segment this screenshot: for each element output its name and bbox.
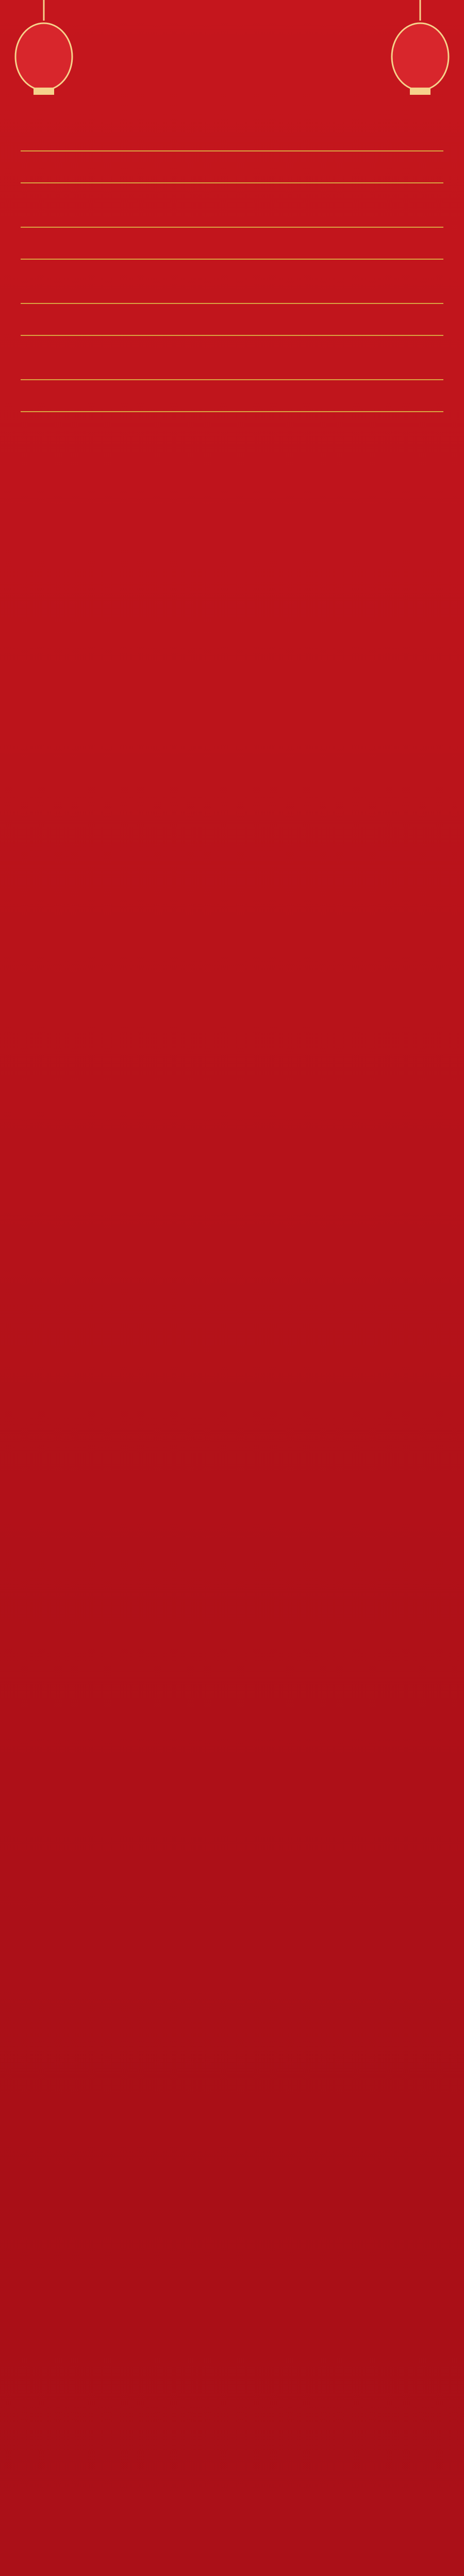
- letter-body: [21, 118, 443, 423]
- lantern-icon-left: [10, 0, 77, 108]
- section-heading: [21, 379, 443, 412]
- section-heading: [21, 227, 443, 260]
- paragraph: [21, 195, 443, 215]
- lantern-icon-right: [387, 0, 454, 108]
- paragraph: [21, 347, 443, 368]
- paragraph: [21, 271, 443, 292]
- section-heading: [21, 150, 443, 183]
- paragraph: [21, 118, 443, 139]
- section-heading: [21, 303, 443, 336]
